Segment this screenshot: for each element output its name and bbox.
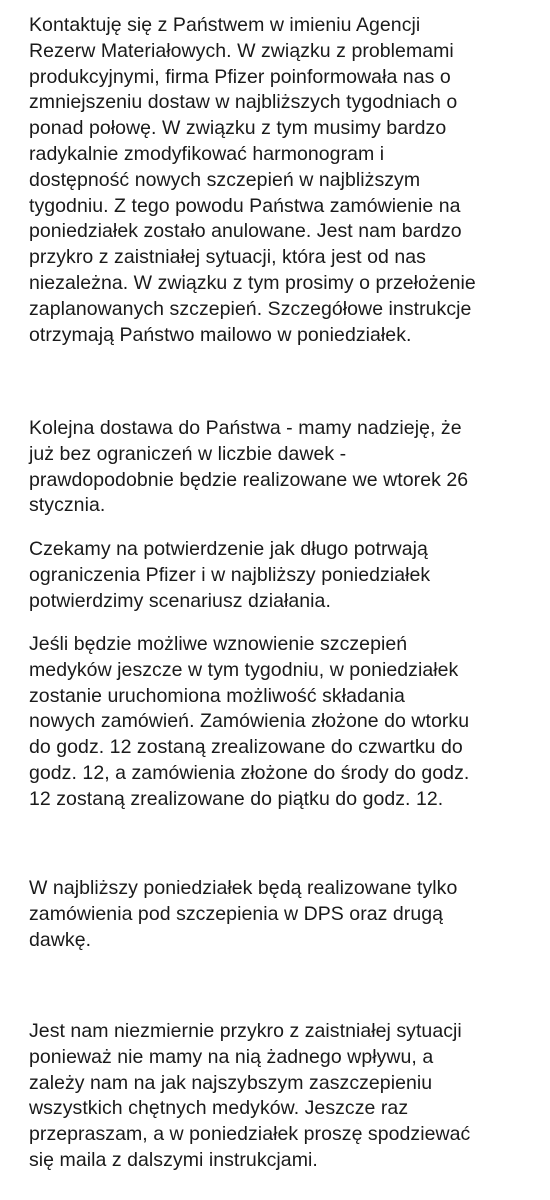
text-line: ograniczenia Pfizer i w najbliższy poniedziałek [29,563,431,586]
text-line: Jest nam niezmiernie przykro z zaistniałej sytuacji [29,1020,462,1042]
paragraph-awaiting-confirmation [29,537,534,614]
text-line: Kontaktuję się z Państwem w imieniu Agencji [29,14,421,36]
paragraph-cancellation-notice [29,13,534,348]
text-line: ponad połowę. W związku z tym musimy bardzo [29,117,447,140]
text-line: otrzymają Państwo mailowo w poniedziałek. [29,323,412,346]
text-line: Kolejna dostawa do Państwa - mamy nadzieję, że [29,417,462,439]
text-line: zaplanowanych szczepień. Szczegółowe instrukcje [29,297,472,320]
text-line: nowych zamówień. Zamówienia złożone do wtorku [29,710,470,733]
text-line: produkcyjnymi, firma Pfizer poinformowała nas o [29,65,451,88]
paragraph-next-delivery [29,416,534,519]
text-line: ponieważ nie mamy na nią żadnego wpływu, a [29,1045,434,1068]
paragraph-new-orders [29,632,534,813]
text-line: zależy nam na jak najszybszym zaszczepieniu [29,1071,433,1094]
text-line: radykalnie zmodyfikować harmonogram i [29,142,385,165]
text-line: zamówienia pod szczepienia w DPS oraz drugą [29,902,444,925]
text-line: dawkę. [29,928,92,951]
text-line: dostępność nowych szczepień w najbliższym [29,168,421,191]
text-line: Jeśli będzie możliwe wznowienie szczepień [29,633,408,655]
text-line: Czekamy na potwierdzenie jak długo potrwają [29,538,428,560]
text-line: niezależna. W związku z tym prosimy o przełożenie [29,271,476,294]
text-line: potwierdzimy scenariusz działania. [29,589,331,612]
paragraph-apology [29,1019,534,1174]
text-line: prawdopodobnie będzie realizowane we wtorek 26 [29,468,469,491]
text-line: do godz. 12 zostaną zrealizowane do czwartku do [29,736,463,759]
text-line: stycznia. [29,494,106,517]
text-line: poniedziałek zostało anulowane. Jest nam bardzo [29,220,462,243]
paragraph-monday-orders [29,876,534,953]
text-line: medyków jeszcze w tym tygodniu, w poniedziałek [29,658,459,681]
text-line: już bez ograniczeń w liczbie dawek - [29,442,347,465]
text-line: 12 zostaną zrealizowane do piątku do godz. 12. [29,787,444,810]
text-line: tygodniu. Z tego powodu Państwa zamówienie na [29,194,461,217]
text-line: W najbliższy poniedziałek będą realizowane tylko [29,877,458,899]
text-line: Rezerw Materiałowych. W związku z problemami [29,39,454,62]
text-line: godz. 12, a zamówienia złożone do środy do godz. [29,761,470,784]
text-line: zostanie uruchomiona możliwość składania [29,684,405,707]
text-line: przepraszam, a w poniedziałek proszę spodziewać [29,1123,471,1146]
text-line: wszystkich chętnych medyków. Jeszcze raz [29,1097,409,1120]
text-line: przykro z zaistniałej sytuacji, która jest od nas [29,246,426,269]
text-line: się maila z dalszymi instrukcjami. [29,1148,318,1171]
text-line: zmniejszeniu dostaw w najbliższych tygodniach o [29,91,458,114]
